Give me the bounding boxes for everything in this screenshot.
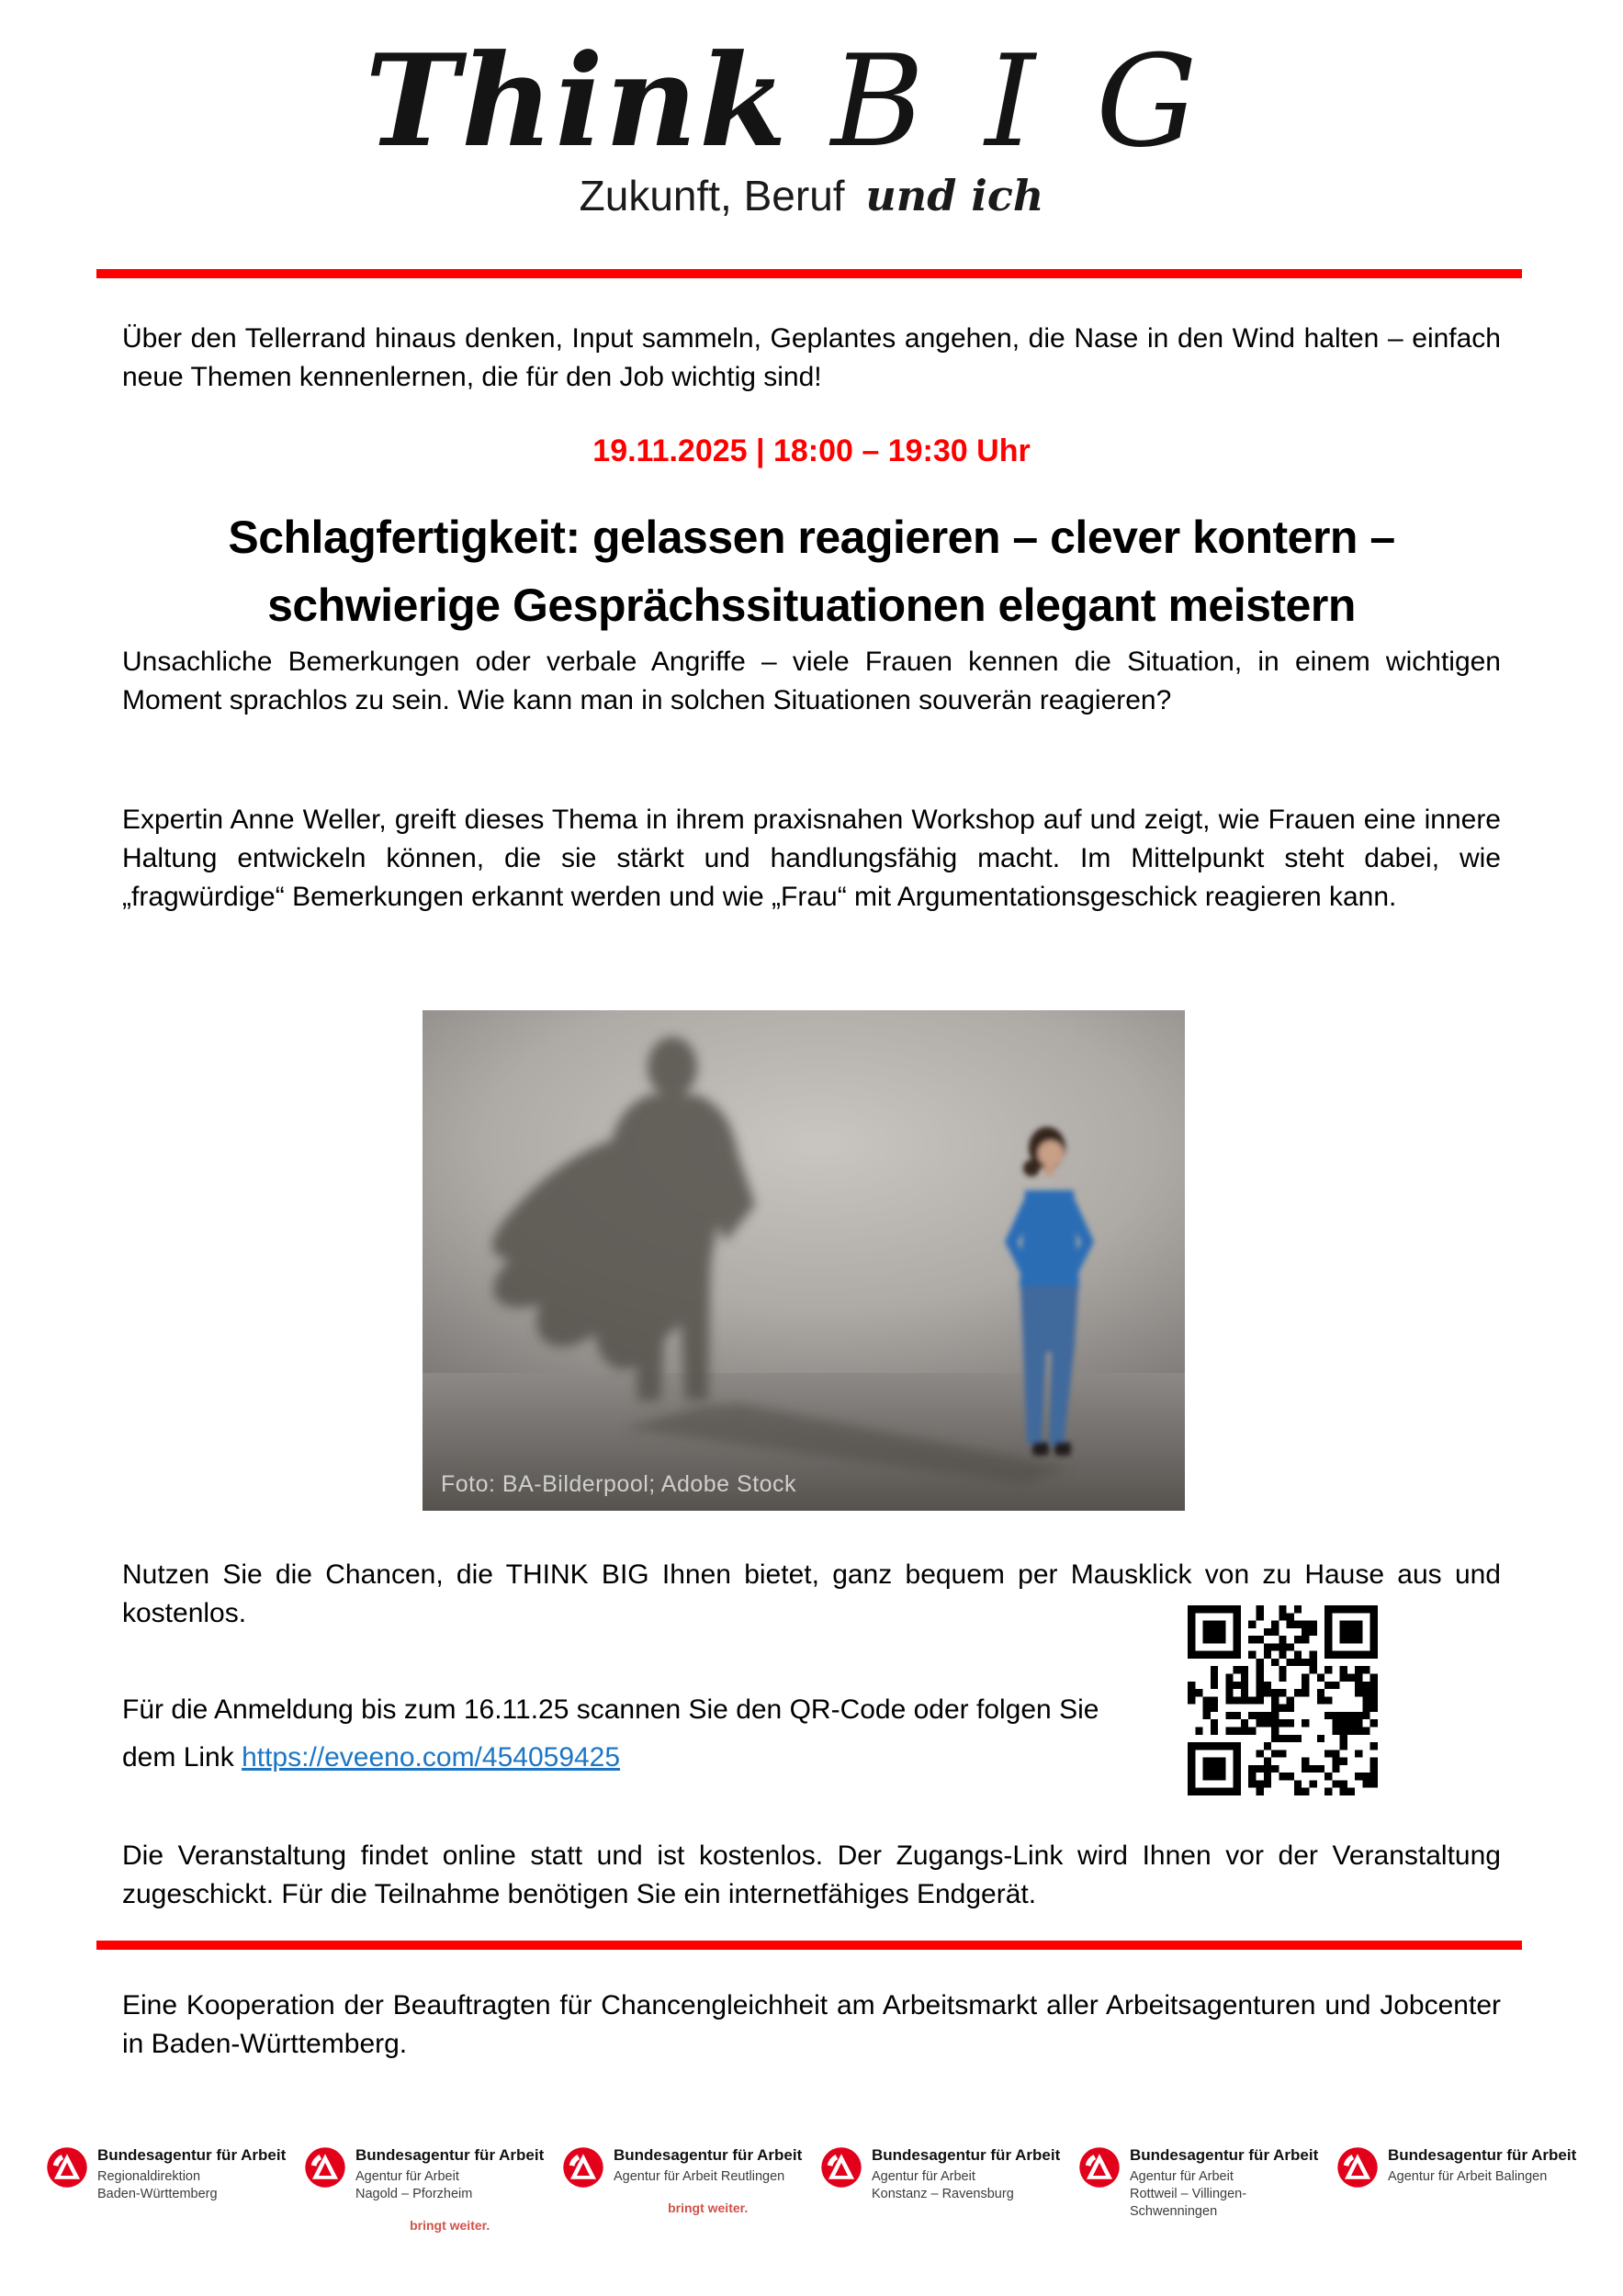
ba-sub-line: Agentur für Arbeit Reutlingen: [614, 2169, 785, 2184]
ba-logo-regionaldirektion: [46, 2146, 296, 2250]
ba-tagline: bringt weiter.: [668, 2200, 749, 2215]
ba-logo-text: [1388, 2146, 1576, 2250]
ba-tagline: [97, 2218, 286, 2233]
registration-text: Für die Anmeldung bis zum 16.11.25 scannen Sie den QR-Code oder folgen Sie dem Link: [122, 1694, 1099, 1773]
ba-brand: Bundesagentur für Arbeit: [97, 2146, 287, 2164]
ba-agency-icon: [46, 2146, 88, 2189]
ba-logo-nagold-pforzheim: [304, 2146, 554, 2250]
ba-logo-text: [97, 2146, 286, 2250]
think-big-logo: [0, 26, 1623, 175]
ba-agency-icon: [1336, 2146, 1379, 2189]
ba-agency-icon: [304, 2146, 346, 2189]
ba-sub-line: Regionaldirektion Baden-Württemberg: [97, 2169, 218, 2201]
paragraph-situation: Unsachliche Bemerkungen oder verbale Angriffe – viele Frauen kennen die Situation, in einem wichtigen Moment sprachlos zu sein. Wie kann man in solchen Situationen souverän reagieren?: [122, 647, 1501, 715]
ba-logo-konstanz-ravensburg: [820, 2146, 1070, 2250]
ba-agency-icon: [562, 2146, 604, 2189]
event-title: [122, 503, 1501, 639]
subtitle-plain: Zukunft, Beruf: [579, 171, 845, 219]
paragraph-chances: Nutzen Sie die Chancen, die THINK BIG Ihnen bietet, ganz bequem per Mausklick von zu Hause aus und kostenlos.: [122, 1559, 1501, 1628]
registration-link[interactable]: https://eveeno.com/454059425: [242, 1742, 621, 1773]
ba-sub-line: Agentur für Arbeit Konstanz – Ravensburg: [872, 2169, 1014, 2201]
cooperation-paragraph: Eine Kooperation der Beauftragten für Chancengleichheit am Arbeitsmarkt aller Arbeitsagenturen und Jobcenter in Baden-Württemberg.: [122, 1990, 1501, 2059]
event-title-line2: schwierige Gesprächssituationen elegant meistern: [267, 580, 1356, 631]
ba-logo-balingen: [1336, 2146, 1586, 2250]
paragraph-expert: Expertin Anne Weller, greift dieses Thema in ihrem praxisnahen Workshop auf und zeigt, wie Frauen eine innere Haltung entwickeln können, die sie stärkt und handlungsfähig macht. Im Mittelpunkt steht dabei, wie „fragwürdige“ Bemerkungen erkannt werden und wie „Frau“ mit Argumentationsgeschick reagieren kann.: [122, 805, 1501, 912]
ba-brand: Bundesagentur für Arbeit: [614, 2146, 803, 2164]
ba-agency-icon: [1078, 2146, 1121, 2189]
red-divider-bottom: [96, 1941, 1522, 1950]
ba-tagline: bringt weiter.: [410, 2217, 490, 2233]
registration-paragraph: [122, 1686, 1160, 1782]
ba-logo-text: [614, 2146, 802, 2250]
logo-word-think: Think: [365, 26, 789, 175]
photo-credit: Foto: BA-Bilderpool; Adobe Stock: [441, 1471, 797, 1497]
superhero-shadow-illustration: [423, 1010, 1185, 1511]
header: [0, 26, 1623, 220]
ba-logo-text: [872, 2146, 1060, 2250]
ba-sub-line: Agentur für Arbeit Nagold – Pforzheim: [355, 2169, 473, 2201]
ba-logo-text: [1130, 2146, 1328, 2250]
qr-code-graphic: [1188, 1605, 1378, 1795]
ba-brand: Bundesagentur für Arbeit: [355, 2146, 545, 2164]
intro-paragraph: Über den Tellerrand hinaus denken, Input sammeln, Geplantes angehen, die Nase in den Wind halten – einfach neue Themen kennenlernen, die für den Job wichtig sind!: [122, 323, 1501, 392]
ba-brand: Bundesagentur für Arbeit: [1130, 2146, 1319, 2164]
event-title-line1: Schlagfertigkeit: gelassen reagieren – clever kontern –: [228, 512, 1395, 563]
ba-sub-line: Agentur für Arbeit Balingen: [1388, 2169, 1548, 2184]
qr-code: [1188, 1605, 1378, 1795]
ba-tagline: [872, 2218, 1060, 2233]
subtitle-script: und ich: [865, 170, 1044, 220]
ba-brand: Bundesagentur für Arbeit: [1388, 2146, 1577, 2164]
paragraph-online-info: Die Veranstaltung findet online statt und ist kostenlos. Der Zugangs-Link wird Ihnen vor der Veranstaltung zugeschickt. Für die Teilnahme benötigen Sie ein internetfähiges Endgerät.: [122, 1840, 1501, 1909]
event-datetime: 19.11.2025 | 18:00 – 19:30 Uhr: [592, 433, 1031, 468]
ba-logo-reutlingen: [562, 2146, 812, 2250]
ba-logo-rottweil-vs: [1078, 2146, 1328, 2250]
footer-logos: [46, 2146, 1586, 2250]
ba-sub-line: Agentur für Arbeit Rottweil – Villingen-Schwenningen: [1130, 2169, 1247, 2219]
ba-brand: Bundesagentur für Arbeit: [872, 2146, 1061, 2164]
logo-word-big: BIG: [830, 28, 1258, 175]
ba-logo-text: [355, 2146, 544, 2250]
ba-tagline: [1130, 2235, 1328, 2250]
ba-agency-icon: [820, 2146, 862, 2189]
red-divider-top: [96, 269, 1522, 278]
logo-subtitle: [0, 171, 1623, 220]
ba-tagline: [1388, 2200, 1576, 2215]
event-photo: [423, 1010, 1185, 1511]
